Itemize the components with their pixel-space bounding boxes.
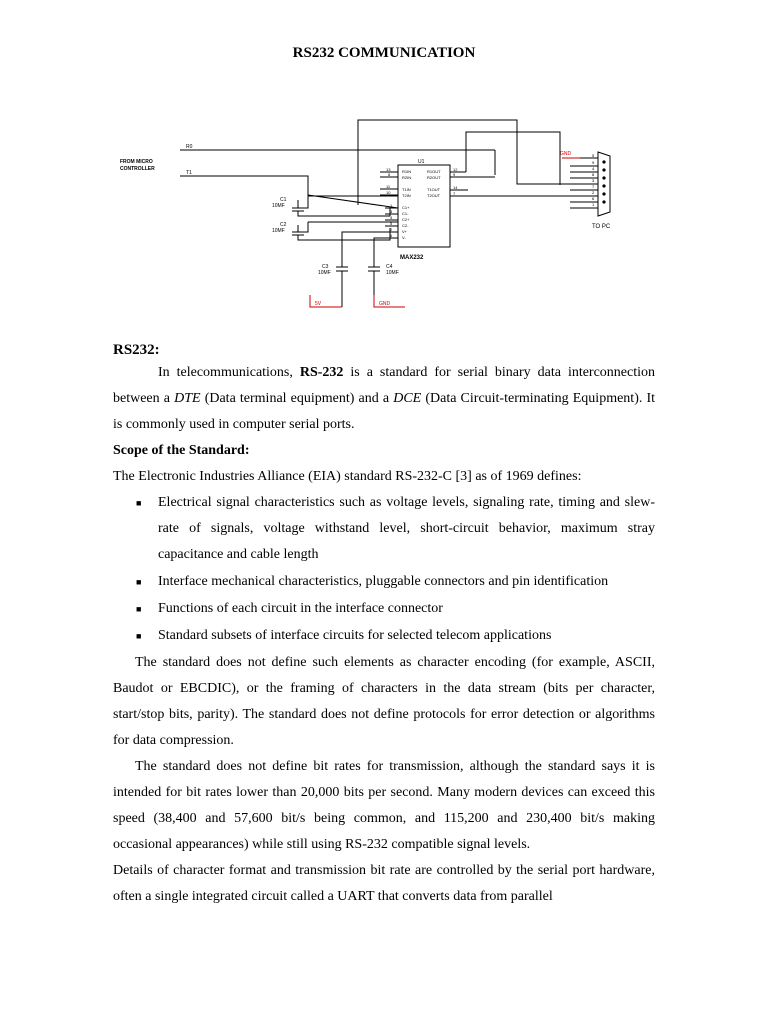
pin-r1out: R1OUT (427, 169, 441, 174)
list-item (113, 623, 655, 649)
scope-intro: The Electronic Industries Alliance (EIA) standard RS-232-C [3] as of 1969 defines: (113, 469, 582, 484)
c4-value: 10MF (386, 270, 399, 276)
document-title: RS232 COMMUNICATION (292, 45, 476, 61)
c1-label: C1 (280, 197, 287, 203)
scope-heading: Scope of the Standard: (113, 443, 250, 458)
pin-num-2: 2 (390, 227, 393, 232)
pin-num-6: 6 (390, 233, 393, 238)
pin-num-5: 5 (390, 221, 393, 226)
conn-pin-3: 3 (592, 178, 595, 183)
encoding-paragraph: The standard does not define such elements as character encoding (for example, ASCII, Baudot or EBCDIC), or the framing of characters in the data stream (bits per character, start/stop bits, parity). The standard does not define protocols for error detection or algorithms for data compression. (113, 655, 655, 748)
c3-value: 10MF (318, 270, 331, 276)
pin-num-1: 1 (390, 203, 393, 208)
pin-c2p: C2+ (402, 217, 410, 222)
net-t1-label: T1 (186, 170, 192, 176)
intro-text-4: (Data Circuit-terminating Equipment). It is commonly used in computer serial ports. (113, 391, 656, 432)
conn-pin-8: 8 (592, 172, 595, 177)
pin-r2out: R2OUT (427, 175, 441, 180)
vcc-label: 5V (315, 301, 322, 307)
conn-pin-1: 1 (592, 202, 595, 207)
c4-label: C4 (386, 264, 393, 270)
pin-num-13: 13 (386, 167, 391, 172)
bullet-marker: ■ (136, 577, 142, 587)
rs232-schematic (100, 110, 660, 325)
pin-num-11: 11 (386, 184, 391, 189)
intro-text-3: (Data terminal equipment) and a (204, 391, 390, 406)
ic-name-label: MAX232 (400, 255, 424, 261)
c2-label: C2 (280, 222, 287, 228)
conn-pin-6: 6 (592, 196, 595, 201)
pin-vplus: V+ (402, 229, 408, 234)
list-item (113, 569, 655, 595)
list-item-text: Functions of each circuit in the interface connector (158, 601, 443, 616)
pin-r2in: R2IN (402, 175, 412, 180)
pin-r1in: R1IN (402, 169, 412, 174)
bitrate-paragraph: The standard does not define bit rates for transmission, although the standard says it is intended for bit rates lower than 20,000 bits per second. Many modern devices can exceed this speed (38,400 and 57,600 bit/s being common, and 115,200 and 230,400 bit/s making occasional appearances) while still using RS-232 compatible signal levels. (113, 759, 655, 852)
bullet-marker: ■ (136, 498, 142, 508)
connector-gnd-label: GND (560, 151, 572, 157)
pin-t1in: T1IN (402, 187, 411, 192)
conn-pin-2: 2 (592, 190, 595, 195)
intro-term-dte: DTE (174, 391, 201, 406)
conn-pin-7: 7 (592, 184, 595, 189)
ic-ref-label: U1 (418, 159, 425, 165)
c2-value: 10MF (272, 228, 285, 234)
from-micro-label: FROM MICRO (120, 159, 153, 165)
intro-term-dce: DCE (393, 391, 422, 406)
db9-connector (598, 152, 610, 216)
details-paragraph: Details of character format and transmission bit rate are controlled by the serial port hardware, often a single integrated circuit called a UART that converts data from parallel (113, 863, 655, 904)
list-item-text: Electrical signal characteristics such as voltage levels, signaling rate, timing and slew-rate of signals, voltage withstand level, short-circuit behavior, maximum stray capacitance and cable length (158, 495, 655, 562)
pin-num-4: 4 (390, 215, 393, 220)
pin-num-14: 14 (453, 185, 458, 190)
pin-t1out: T1OUT (427, 187, 441, 192)
net-r0-label: R0 (186, 144, 193, 150)
pin-num-10: 10 (386, 190, 391, 195)
pin-t2in: T2IN (402, 193, 411, 198)
pin-num-12: 12 (453, 167, 458, 172)
controller-label: CONTROLLER (120, 166, 155, 172)
pin-c1p: C1+ (402, 205, 410, 210)
scope-bullet-list (113, 490, 655, 649)
c1-value: 10MF (272, 203, 285, 209)
bullet-marker: ■ (136, 631, 142, 641)
list-item (113, 596, 655, 622)
intro-term-rs232: RS-232 (299, 365, 344, 380)
gnd-label: GND (379, 301, 391, 307)
intro-paragraph (113, 360, 655, 438)
intro-text-2: is a standard for serial binary data interconnection between a (113, 365, 656, 406)
section-heading: RS232: (113, 342, 160, 358)
list-item-text: Standard subsets of interface circuits for selected telecom applications (158, 628, 552, 643)
intro-text-1: In telecommunications, (158, 365, 293, 380)
pin-num-9: 9 (453, 172, 456, 177)
list-item (113, 490, 655, 568)
bullet-marker: ■ (136, 604, 142, 614)
conn-pin-4: 4 (592, 166, 595, 171)
pin-vminus: V- (402, 235, 406, 240)
pin-t2out: T2OUT (427, 193, 441, 198)
conn-pin-5: 5 (592, 153, 595, 158)
list-item-text: Interface mechanical characteristics, pluggable connectors and pin identification (158, 574, 609, 589)
conn-pin-9: 9 (592, 160, 595, 165)
pin-c1m: C1- (402, 211, 409, 216)
pin-num-3: 3 (390, 209, 393, 214)
c3-label: C3 (322, 264, 329, 270)
document-body (113, 340, 655, 910)
to-pc-label: TO PC (592, 224, 611, 230)
pin-num-7: 7 (453, 191, 456, 196)
pin-num-8: 8 (388, 172, 391, 177)
pin-c2m: C2- (402, 223, 409, 228)
schematic-wires (180, 120, 598, 307)
